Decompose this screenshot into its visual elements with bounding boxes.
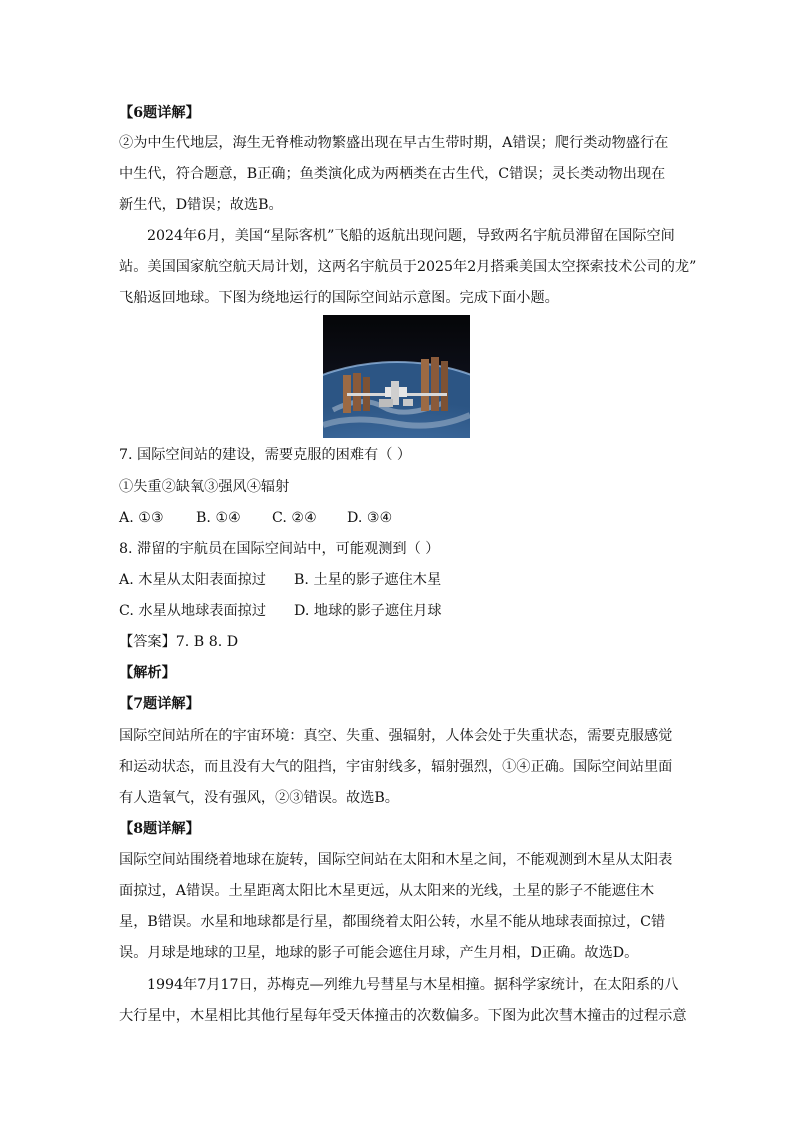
q6-header: 【6题详解】 — [119, 105, 200, 121]
q6-line-2: 中生代，符合题意，B正确；鱼类演化成为两栖类在古生代，C错误；灵长类动物出现在 — [119, 166, 666, 182]
q6-line-1: ②为中生代地层，海生无脊椎动物繁盛出现在早古生带时期，A错误；爬行类动物盛行在 — [119, 135, 669, 151]
passage1-line-1: 2024年6月，美国“星际客机”飞船的返航出现问题，导致两名宇航员滞留在国际空间 — [147, 228, 675, 244]
passage1-line-3: 飞船返回地球。下图为绕地运行的国际空间站示意图。完成下面小题。 — [119, 290, 559, 306]
q8-option-c: C. 水星从地球表面掠过 — [119, 603, 267, 619]
q7-explain-2: 和运动状态，而且没有大气的阻挡，宇宙射线多，辐射强烈，①④正确。国际空间站里面 — [119, 759, 673, 775]
q7-items: ①失重②缺氧③强风④辐射 — [119, 479, 290, 495]
answer-line: 【答案】7. B 8. D — [119, 634, 239, 650]
q8-explain-2: 面掠过，A错误。土星距离太阳比木星更远，从太阳来的光线，土星的影子不能遮住木 — [119, 883, 655, 899]
analysis-header: 【解析】 — [119, 665, 176, 681]
q7-explain-3: 有人造氧气，没有强风，②③错误。故选B。 — [119, 790, 399, 806]
q7-option-d: D. ③④ — [347, 510, 393, 526]
q7-stem: 7. 国际空间站的建设，需要克服的困难有（ ） — [119, 447, 412, 463]
q8-explain-4: 误。月球是地球的卫星，地球的影子可能会遮住月球，产生月相，D正确。故选D。 — [119, 945, 639, 961]
passage1-line-2: 站。美国国家航空航天局计划，这两名宇航员于2025年2月搭乘美国太空探索技术公司的龙” — [119, 259, 697, 275]
iss-figure — [323, 315, 470, 438]
q8-explain-3: 星，B错误。水星和地球都是行星，都围绕着太阳公转，水星不能从地球表面掠过，C错 — [119, 914, 666, 930]
q8-option-a: A. 木星从太阳表面掠过 — [119, 572, 266, 588]
q8-option-d: D. 地球的影子遮住月球 — [294, 603, 442, 619]
passage2-line-2: 大行星中，木星相比其他行星每年受天体撞击的次数偏多。下图为此次彗木撞击的过程示意 — [119, 1008, 687, 1024]
q7-explain-1: 国际空间站所在的宇宙环境：真空、失重、强辐射，人体会处于失重状态，需要克服感觉 — [119, 728, 673, 744]
q8-explain-1: 国际空间站围绕着地球在旋转，国际空间站在太阳和木星之间，不能观测到木星从太阳表 — [119, 852, 673, 868]
q7-option-b: B. ①④ — [196, 510, 241, 526]
q8-header: 【8题详解】 — [119, 821, 200, 837]
q7-option-a: A. ①③ — [119, 510, 164, 526]
q8-option-b: B. 土星的影子遮住木星 — [294, 572, 442, 588]
q7-option-c: C. ②④ — [272, 510, 317, 526]
q7-header: 【7题详解】 — [119, 696, 200, 712]
passage2-line-1: 1994年7月17日，苏梅克—列维九号彗星与木星相撞。据科学家统计，在太阳系的八 — [147, 977, 679, 993]
q8-stem: 8. 滞留的宇航员在国际空间站中，可能观测到（ ） — [119, 541, 440, 557]
q6-line-3: 新生代，D错误；故选B。 — [119, 197, 283, 213]
